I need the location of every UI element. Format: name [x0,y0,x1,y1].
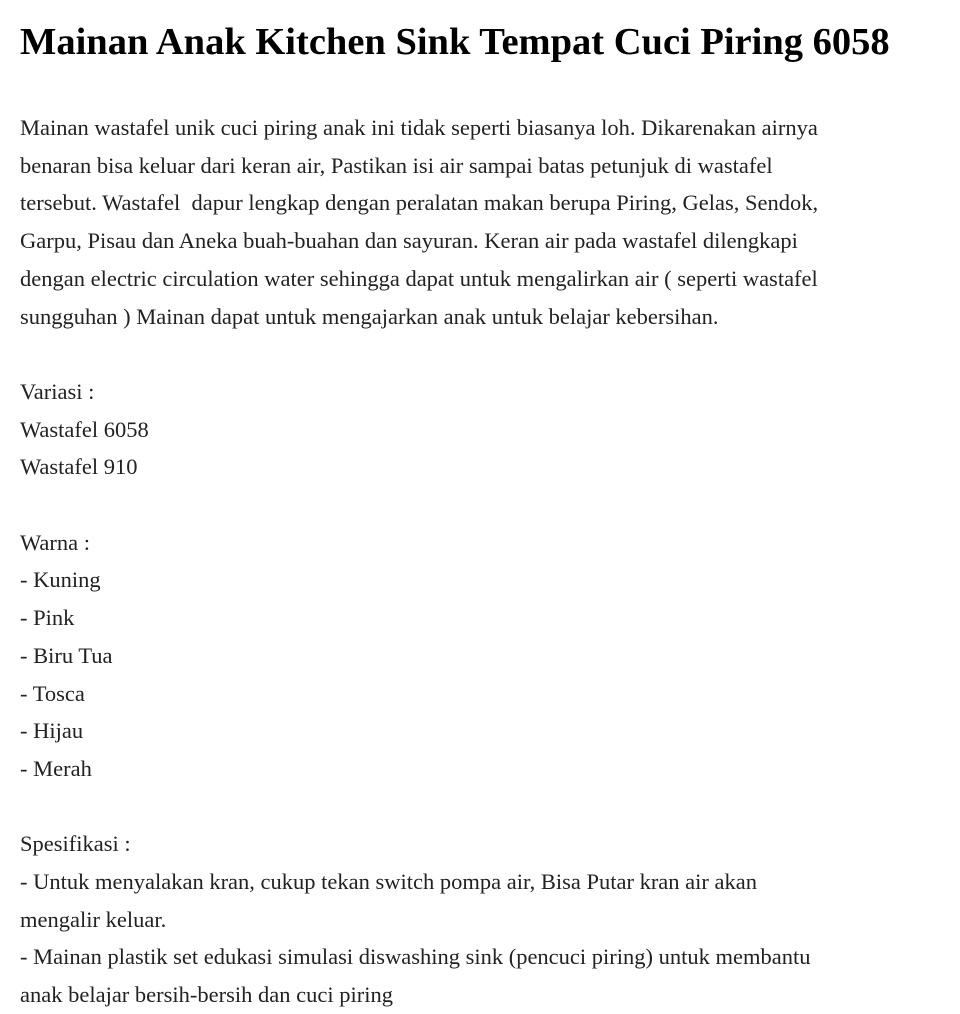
variasi-section [20,373,945,486]
description-line: tersebut. Wastafel dapur lengkap dengan peralatan makan berupa Piring, Gelas, Sendok, [20,190,819,216]
description-line: sungguhan ) Mainan dapat untuk mengajarkan anak untuk belajar kebersihan. [20,303,719,329]
warna-item: - Pink [20,605,75,631]
spacer [20,486,945,524]
description-line: dengan electric circulation water sehingga dapat untuk mengalirkan air ( seperti wastafel [20,265,818,291]
spacer [20,335,945,373]
spesifikasi-line: - Mainan plastik set edukasi simulasi diswashing sink (pencuci piring) untuk membantu [20,944,811,970]
warna-section [20,524,945,788]
product-description-page [20,0,945,1014]
page-title: Mainan Anak Kitchen Sink Tempat Cuci Piring 6058 [20,21,890,63]
spesifikasi-line: anak belajar bersih-bersih dan cuci piring [20,982,393,1008]
variasi-heading: Variasi : [20,378,95,404]
variasi-item: Wastafel 6058 [20,416,149,442]
spacer [20,788,945,826]
warna-item: - Biru Tua [20,642,113,668]
spesifikasi-heading: Spesifikasi : [20,831,131,857]
variasi-item: Wastafel 910 [20,454,138,480]
warna-heading: Warna : [20,529,91,555]
spesifikasi-line: mengalir keluar. [20,906,167,932]
description-body [20,109,945,1014]
warna-item: - Merah [20,755,92,781]
warna-item: - Tosca [20,680,85,706]
description-line: Mainan wastafel unik cuci piring anak ini tidak seperti biasanya loh. Dikarenakan airnya [20,115,818,140]
description-paragraph [20,109,945,335]
description-line: benaran bisa keluar dari keran air, Pastikan isi air sampai batas petunjuk di wastafel [20,152,773,178]
warna-item: - Hijau [20,718,84,744]
spesifikasi-section [20,825,945,1014]
description-line: Garpu, Pisau dan Aneka buah-buahan dan sayuran. Keran air pada wastafel dilengkapi [20,228,798,254]
spesifikasi-line: - Untuk menyalakan kran, cukup tekan switch pompa air, Bisa Putar kran air akan [20,869,757,895]
warna-item: - Kuning [20,567,101,593]
